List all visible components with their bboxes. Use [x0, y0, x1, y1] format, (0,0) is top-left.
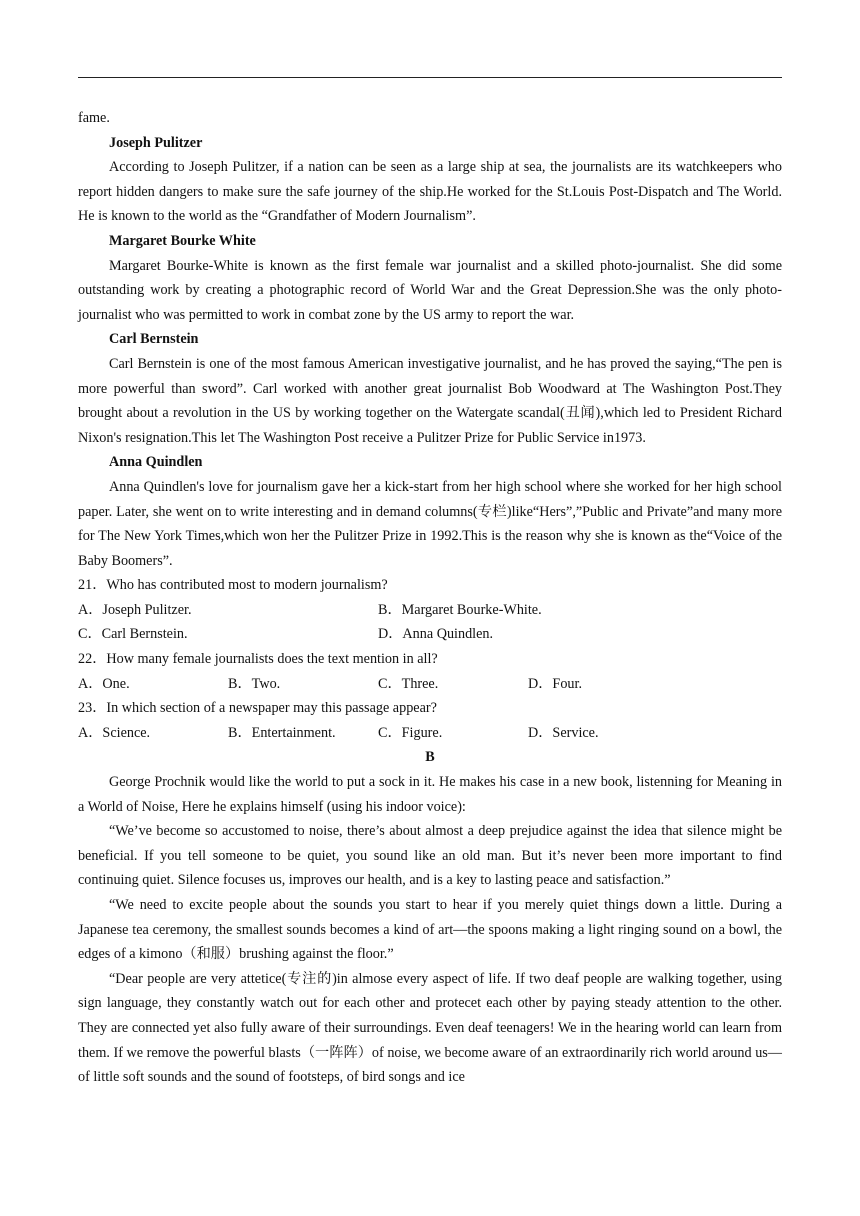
- section-heading: Anna Quindlen: [109, 454, 203, 471]
- section-heading: Carl Bernstein: [109, 331, 199, 348]
- passage-b-paragraph: “Dear people are very attetice(专注的)in almose every aspect of life. If two deaf people are walking together, using sign language, they constantly watch out for each other and protecet each other by paying steady attention to the other. They are connected yet also fully aware of their surroundings. Even deaf teenagers! We in the hearing world can learn from them. If we remove the powerful blasts（一阵阵）of noise, we become aware of an extraordinarily rich world around us—of little soft sounds and the sound of footsteps, of bird songs and ice: [78, 970, 782, 1086]
- option-a: A．Science.: [78, 724, 151, 741]
- option-d: D．Four.: [528, 675, 582, 692]
- document-body: [78, 106, 782, 1090]
- option-row: [78, 622, 782, 647]
- option-b: B．Margaret Bourke-White.: [378, 601, 542, 618]
- passage-b-heading: B: [425, 749, 435, 766]
- option-d: D．Service.: [528, 724, 599, 741]
- option-a: A．One.: [78, 675, 130, 692]
- section-paragraph: Anna Quindlen's love for journalism gave her a kick-start from her high school where she worked for her high school paper. Later, she went on to write interesting and in demand columns(专栏)like“Hers”,”Public and Private”and many more for The New York Times,which won her the Pulitzer Prize in 1992.This is the reason why she is known as the“Voice of the Baby Boomers”.: [78, 478, 782, 569]
- section-paragraph: Margaret Bourke-White is known as the first female war journalist and a skilled photo-journalist. She did some outstanding work by creating a photographic record of World War and the Great Depression.She was the only photo-journalist who was permitted to work in combat zone by the US army to report the war.: [78, 257, 782, 323]
- passage-b-paragraph: George Prochnik would like the world to put a sock in it. He makes his case in a new book, listenning for Meaning in a World of Noise, Here he explains himself (using his indoor voice):: [78, 774, 782, 815]
- section-paragraph: According to Joseph Pulitzer, if a nation can be seen as a large ship at sea, the journalists are its watchkeepers who report hidden dangers to make sure the safe journey of the ship.He worked for the St.Louis Post-Dispatch and The World. He is known to the world as the “Grandfather of Modern Journalism”.: [78, 159, 782, 225]
- option-row: [78, 598, 782, 623]
- question-stem: 22．How many female journalists does the text mention in all?: [78, 651, 438, 668]
- option-a: A．Joseph Pulitzer.: [78, 601, 192, 618]
- question-stem: 21．Who has contributed most to modern journalism?: [78, 577, 388, 594]
- intro-tail: fame.: [78, 110, 110, 126]
- option-c: C．Three.: [378, 675, 439, 692]
- option-c: C．Carl Bernstein.: [78, 626, 188, 643]
- option-row: [78, 672, 782, 697]
- option-row: [78, 721, 782, 746]
- option-b: B．Entertainment.: [228, 724, 336, 741]
- section-heading: Joseph Pulitzer: [109, 134, 203, 151]
- passage-b-paragraph: “We’ve become so accustomed to noise, there’s about almost a deep prejudice against the idea that silence might be beneficial. If you tell someone to be quiet, you sound like an old man. But it’s never been more important to find continuing quiet. Silence focuses us, improves our health, and is a key to lasting peace and satisfaction.”: [78, 823, 782, 889]
- option-c: C．Figure.: [378, 724, 443, 741]
- question-stem: 23．In which section of a newspaper may this passage appear?: [78, 700, 437, 717]
- section-paragraph: Carl Bernstein is one of the most famous American investigative journalist, and he has proved the saying,“The pen is more powerful than sword”. Carl worked with another great journalist Bob Woodward at The Washington Post.They brought about a revolution in the US by working together on the Watergate scandal(丑闻),which led to President Richard Nixon's resignation.This let The Washington Post receive a Pulitzer Prize for Public Service in1973.: [78, 355, 782, 446]
- option-b: B．Two.: [228, 675, 281, 692]
- section-heading: Margaret Bourke White: [109, 232, 256, 249]
- header-rule: [78, 77, 782, 78]
- passage-b-paragraph: “We need to excite people about the sounds you start to hear if you merely quiet things down a little. During a Japanese tea ceremony, the smallest sounds becomes a kind of art—the spoons making a light ringing sound on a bowl, the edges of a kimono（和服）brushing against the floor.”: [78, 897, 782, 963]
- option-d: D．Anna Quindlen.: [378, 626, 494, 643]
